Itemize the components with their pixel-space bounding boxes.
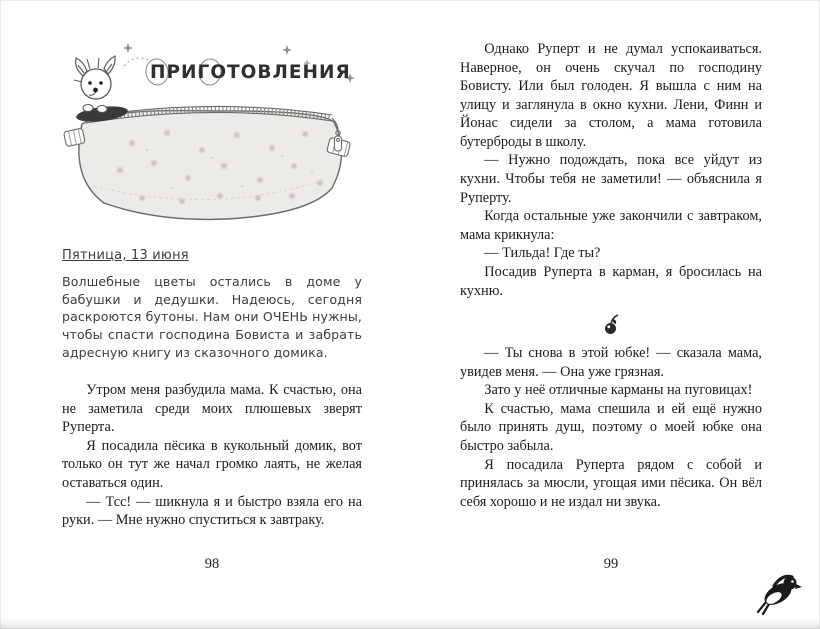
paragraph: — Ты снова в этой юбке! — сказала мама, увидев меня. — Она уже грязная. [460, 345, 762, 380]
paragraph: Зато у неё отличные карманы на пуговицах! [484, 382, 753, 399]
chapter-title: ПРИГОТОВЛЕНИЯ [150, 62, 351, 83]
paragraph: К счастью, мама спешила и ей ещё нужно было принять душ, поэтому о моей юбке она быстро забыла. [460, 400, 762, 454]
page-number-left: 98 [204, 556, 220, 572]
paragraph: — Нужно подождать, пока все уйдут из кухни. Чтобы тебя не заметили! — объяснила я Руперту. [460, 152, 762, 206]
right-page-body-top [460, 40, 762, 300]
paragraph: Когда остальные уже закончили с завтраком, мама крикнула: [460, 208, 762, 243]
bird-icon [756, 570, 804, 616]
diary-text: Волшебные цветы остались в доме у бабушки и дедушки. Надеюсь, сегодня раскроются бутоны. Нам они ОЧЕНЬ нужны, чтобы спасти господина Бовиста и забрать адресную книгу из сказочного домика. [62, 274, 362, 360]
section-divider-ornament [460, 312, 762, 336]
right-page-body-bottom [460, 344, 762, 511]
paragraph: Однако Руперт и не думал успокаиваться. Наверное, он очень скучал по господину Бовисту. Или был голоден. Я вышла с ним на улицу и заглянула в окно кухни. Лени, Финн и Йонас сидели за столом, а мама готовила бутерброды в школу. [460, 41, 762, 150]
page-number-right: 99 [603, 556, 619, 572]
paragraph: Я посадила Руперта рядом с собой и принялась за мюсли, угощая ими пёсика. Он вёл себя хорошо и не издал ни звука. [460, 456, 762, 510]
paragraph: — Тсс! — шикнула я и быстро взяла его на руки. — Мне нужно спуститься к завтраку. [62, 493, 362, 529]
paragraph: Посадив Руперта в карман, я бросилась на кухню. [460, 263, 762, 299]
paragraph: Утром меня разбудила мама. К счастью, она не заметила среди моих плюшевых зверят Руперта. [62, 382, 362, 436]
dog-icon [74, 56, 115, 113]
flower-bud-icon [601, 312, 621, 336]
left-page-body [62, 381, 362, 530]
diary-date: Пятница, 13 июня [62, 248, 189, 263]
paragraph: Я посадила пёсика в кукольный домик, вот только он тут же начал громко лаять, не желая оставаться один. [62, 437, 362, 492]
diary-entry [62, 248, 362, 361]
page-right [460, 40, 762, 511]
pencil-case-svg [62, 38, 362, 228]
dog-in-pencil-case-illustration [62, 38, 362, 228]
page-left [62, 38, 362, 530]
paragraph: — Тильда! Где ты? [484, 245, 601, 262]
